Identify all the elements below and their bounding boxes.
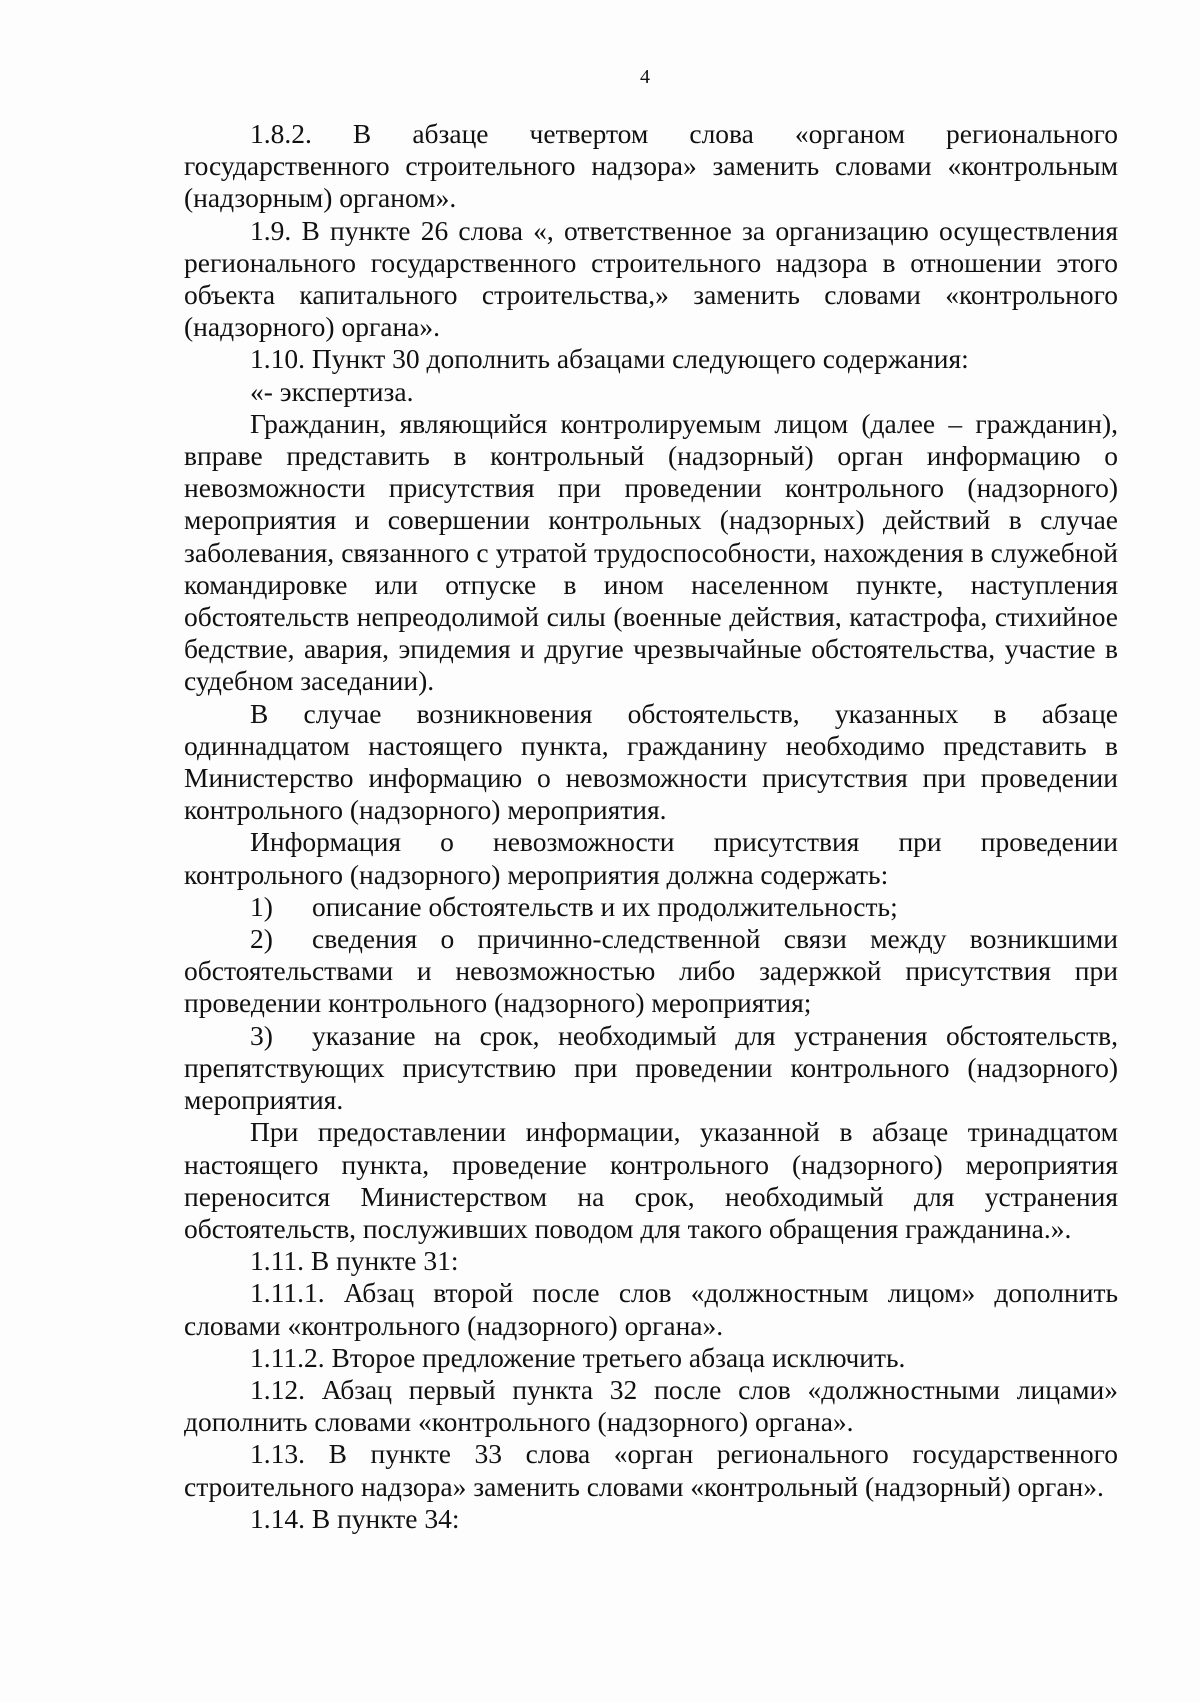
paragraph: 1.9. В пункте 26 слова «, ответственное за организацию осуществления регионального государственного строительного надзора в отношении этого объекта капитального строительства,» заменить словами «контрольного (надзорного) органа». — [184, 214, 1118, 343]
list-item — [184, 1020, 1118, 1117]
list-item-text: описание обстоятельств и их продолжительность; — [312, 890, 898, 922]
paragraph: «- экспертиза. — [250, 375, 414, 407]
paragraph: 1.8.2. В абзаце четвертом слова «органом регионального государственного строительного надзора» заменить словами «контрольным (надзорным) органом». — [184, 118, 1118, 214]
paragraph: Информация о невозможности присутствия при проведении контрольного (надзорного) мероприятия должна содержать: — [184, 826, 1118, 890]
list-item-text: сведения о причинно-следственной связи между возникшими обстоятельствами и невозможностью либо задержкой присутствия при проведении контрольного (надзорного) мероприятия; — [184, 923, 1118, 1019]
list-item — [184, 923, 1118, 1020]
list-item — [184, 891, 1118, 923]
list-item-number: 3) — [250, 1019, 273, 1051]
paragraph: 1.11.1. Абзац второй после слов «должностным лицом» дополнить словами «контрольного (надзорного) органа». — [184, 1277, 1118, 1341]
list-item-number: 1) — [250, 890, 273, 922]
page-number: 4 — [640, 66, 650, 88]
paragraph: При предоставлении информации, указанной в абзаце тринадцатом настоящего пункта, проведение контрольного (надзорного) мероприятия переносится Министерством на срок, необходимый для устранения обстоятельств, послуживших поводом для такого обращения гражданина.». — [184, 1116, 1118, 1244]
document-body — [184, 118, 1118, 1535]
paragraph: 1.12. Абзац первый пункта 32 после слов «должностными лицами» дополнить словами «контрольного (надзорного) органа». — [184, 1373, 1118, 1438]
paragraph: 1.11. В пункте 31: — [250, 1245, 459, 1277]
paragraph: В случае возникновения обстоятельств, указанных в абзаце одиннадцатом настоящего пункта, гражданину необходимо представить в Министерство информацию о невозможности присутствия при проведении контрольного (надзорного) мероприятия. — [184, 697, 1118, 826]
paragraph: 1.13. В пункте 33 слова «орган регионального государственного строительного надзора» заменить словами «контрольный (надзорный) орган». — [184, 1438, 1118, 1502]
list-item-number: 2) — [250, 923, 273, 955]
paragraph: Гражданин, являющийся контролируемым лицом (далее – гражданин), вправе представить в контрольный (надзорный) орган информацию о невозможности присутствия при проведении контрольного (надзорного) мероприятия и совершении контрольных (надзорных) действий в случае заболевания, связанного с утратой трудоспособности, нахождения в служебной командировке или отпуске в ином населенном пункте, наступления обстоятельств непреодолимой силы (военные действия, катастрофа, стихийное бедствие, авария, эпидемия и другие чрезвычайные обстоятельства, участие в судебном заседании). — [184, 407, 1118, 697]
paragraph: 1.14. В пункте 34: — [250, 1502, 460, 1534]
paragraph: 1.10. Пункт 30 дополнить абзацами следующего содержания: — [250, 343, 969, 375]
paragraph: 1.11.2. Второе предложение третьего абзаца исключить. — [250, 1341, 906, 1373]
list-item-text: указание на срок, необходимый для устранения обстоятельств, препятствующих присутствию при проведении контрольного (надзорного) мероприятия. — [184, 1019, 1118, 1116]
